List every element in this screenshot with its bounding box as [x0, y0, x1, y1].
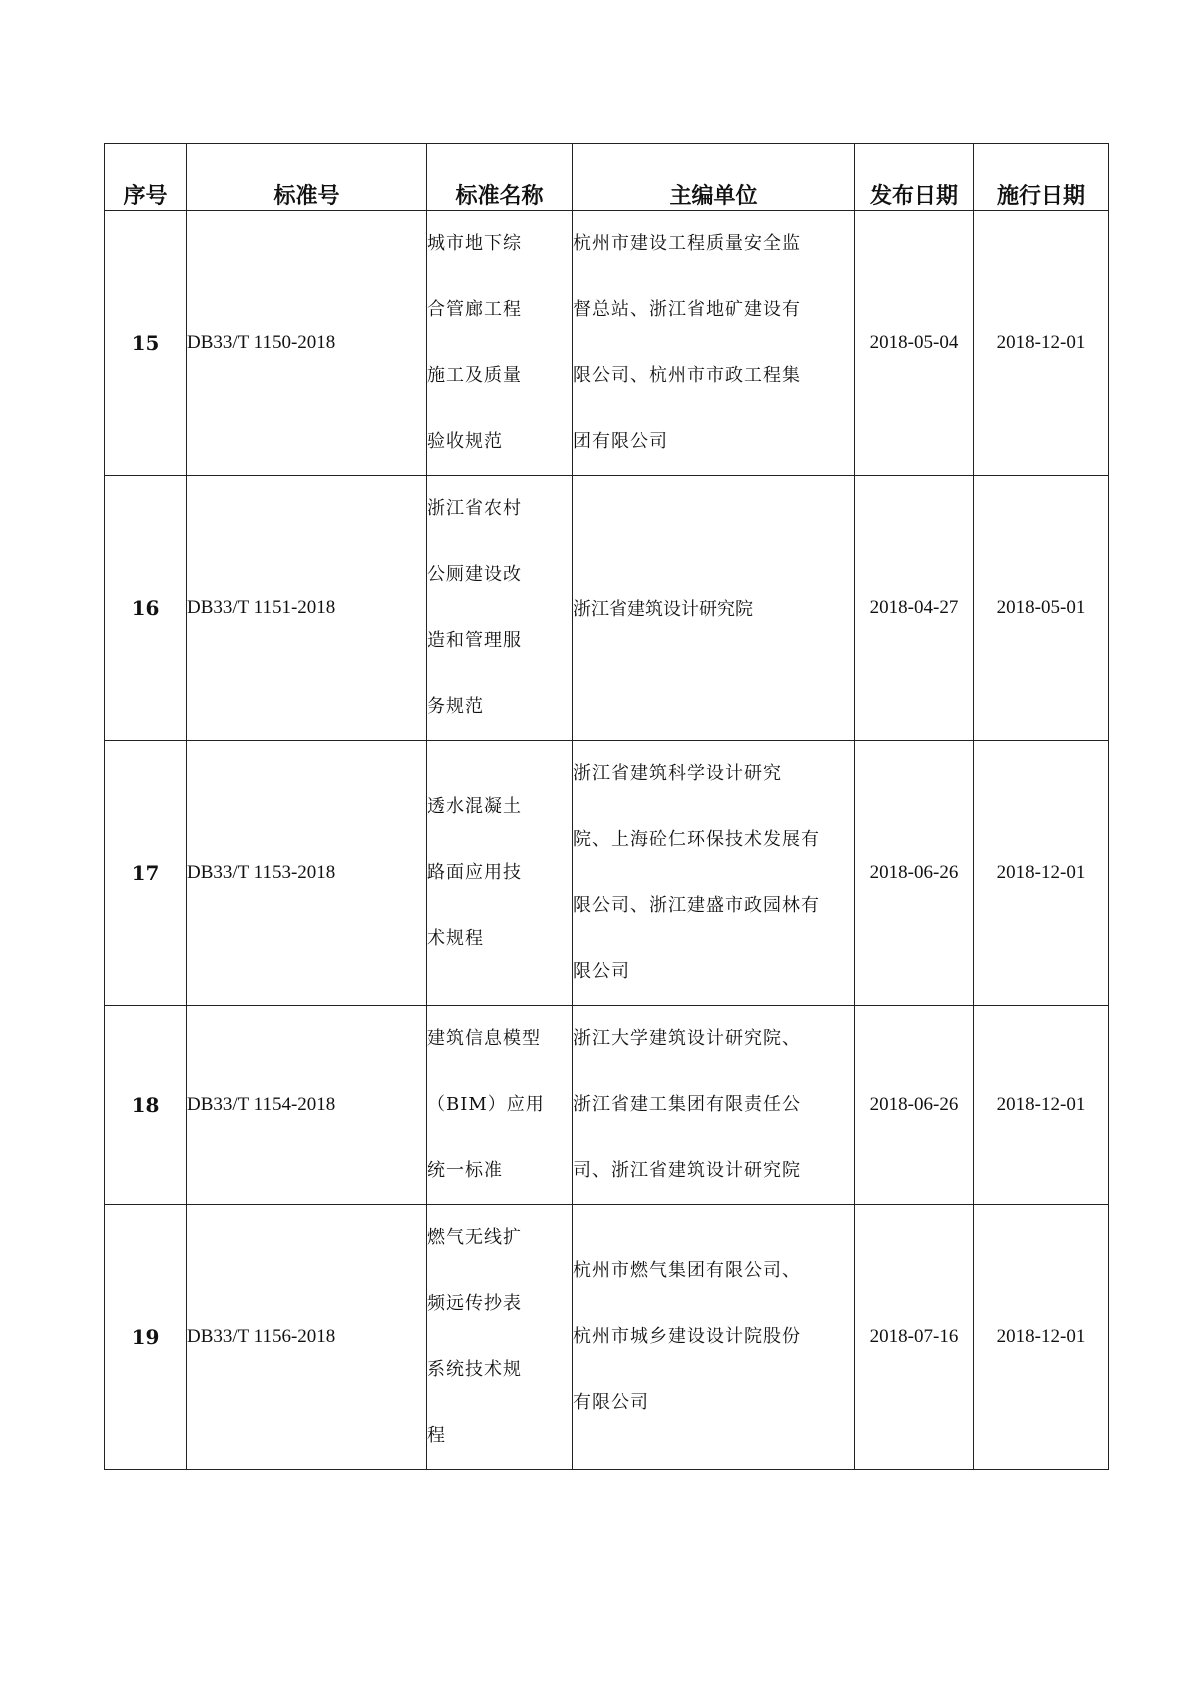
org-line: 院、上海砼仁环保技术发展有 — [573, 829, 820, 850]
standard-code: DB33/T 1150-2018 — [187, 211, 427, 476]
table-row — [105, 211, 1109, 476]
standard-name — [427, 741, 573, 1006]
publish-date: 2018-05-04 — [855, 211, 974, 476]
standard-code: DB33/T 1156-2018 — [187, 1205, 427, 1470]
effective-date: 2018-12-01 — [974, 211, 1109, 476]
table-row — [105, 741, 1109, 1006]
name-line: 路面应用技 — [427, 862, 522, 883]
org-line: 司、浙江省建筑设计研究院 — [573, 1160, 801, 1181]
standard-code: DB33/T 1151-2018 — [187, 476, 427, 741]
name-line: 程 — [427, 1425, 446, 1446]
chief-editor-org — [573, 1205, 855, 1470]
org-line: 团有限公司 — [573, 431, 668, 452]
header-code: 标准号 — [187, 144, 427, 211]
name-line: 统一标准 — [427, 1160, 503, 1181]
name-line: 城市地下综 — [427, 233, 522, 254]
row-number: 19 — [105, 1205, 187, 1470]
org-line: 浙江省建工集团有限责任公 — [573, 1094, 801, 1115]
org-line: 督总站、浙江省地矿建设有 — [573, 299, 801, 320]
org-line: 杭州市建设工程质量安全监 — [573, 233, 801, 254]
name-line: 频远传抄表 — [427, 1293, 522, 1314]
standard-name — [427, 476, 573, 741]
header-row — [105, 144, 1109, 211]
name-line: 公厕建设改 — [427, 564, 522, 585]
header-org: 主编单位 — [573, 144, 855, 211]
table-row — [105, 1006, 1109, 1205]
publish-date: 2018-07-16 — [855, 1205, 974, 1470]
effective-date: 2018-12-01 — [974, 1205, 1109, 1470]
name-line: （BIM）应用 — [427, 1094, 545, 1115]
standard-code: DB33/T 1154-2018 — [187, 1006, 427, 1205]
header-name: 标准名称 — [427, 144, 573, 211]
chief-editor-org — [573, 1006, 855, 1205]
org-line: 限公司、浙江建盛市政园林有 — [573, 895, 820, 916]
name-line: 燃气无线扩 — [427, 1227, 522, 1248]
name-line: 施工及质量 — [427, 365, 522, 386]
standard-name — [427, 211, 573, 476]
effective-date: 2018-05-01 — [974, 476, 1109, 741]
name-line: 务规范 — [427, 696, 484, 717]
header-no: 序号 — [105, 144, 187, 211]
chief-editor-org — [573, 211, 855, 476]
publish-date: 2018-06-26 — [855, 1006, 974, 1205]
name-line: 术规程 — [427, 928, 484, 949]
publish-date: 2018-04-27 — [855, 476, 974, 741]
standard-name — [427, 1006, 573, 1205]
org-line: 浙江大学建筑设计研究院、 — [573, 1028, 801, 1049]
row-number: 17 — [105, 741, 187, 1006]
chief-editor-org — [573, 476, 855, 741]
name-line: 透水混凝土 — [427, 796, 522, 817]
table-row — [105, 1205, 1109, 1470]
name-line: 浙江省农村 — [427, 498, 522, 519]
name-line: 建筑信息模型 — [427, 1028, 541, 1049]
name-line: 造和管理服 — [427, 630, 522, 651]
name-line: 合管廊工程 — [427, 299, 522, 320]
org-line: 杭州市燃气集团有限公司、 — [573, 1260, 801, 1281]
standards-table — [104, 143, 1109, 1470]
table-row — [105, 476, 1109, 741]
row-number: 16 — [105, 476, 187, 741]
row-number: 15 — [105, 211, 187, 476]
header-effective-date: 施行日期 — [974, 144, 1109, 211]
org-line: 杭州市城乡建设设计院股份 — [573, 1326, 801, 1347]
org-line: 浙江省建筑设计研究院 — [573, 599, 753, 620]
org-line: 有限公司 — [573, 1392, 649, 1413]
name-line: 系统技术规 — [427, 1359, 522, 1380]
standard-code: DB33/T 1153-2018 — [187, 741, 427, 1006]
name-line: 验收规范 — [427, 431, 503, 452]
org-line: 限公司、杭州市市政工程集 — [573, 365, 801, 386]
org-line: 限公司 — [573, 961, 630, 982]
effective-date: 2018-12-01 — [974, 741, 1109, 1006]
row-number: 18 — [105, 1006, 187, 1205]
org-line: 浙江省建筑科学设计研究 — [573, 763, 782, 784]
chief-editor-org — [573, 741, 855, 1006]
effective-date: 2018-12-01 — [974, 1006, 1109, 1205]
publish-date: 2018-06-26 — [855, 741, 974, 1006]
standard-name — [427, 1205, 573, 1470]
header-publish-date: 发布日期 — [855, 144, 974, 211]
